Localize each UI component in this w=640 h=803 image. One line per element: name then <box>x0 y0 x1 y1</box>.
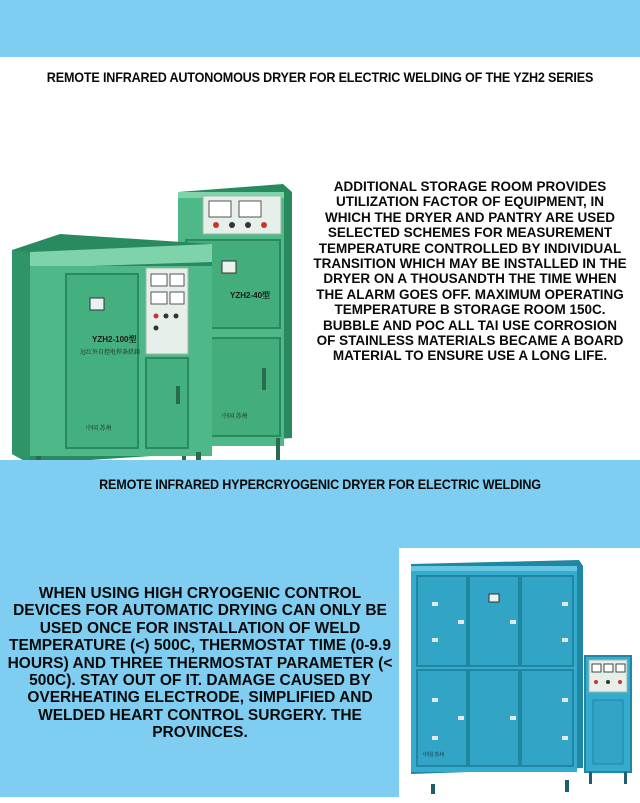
product-photo-hypercryogenic <box>399 548 640 798</box>
top-band <box>0 0 640 57</box>
section-heading: REMOTE INFRARED AUTONOMOUS DRYER FOR ELECTRIC WELDING OF THE YZH2 SERIES <box>46 69 594 85</box>
control-cabinet <box>585 656 631 784</box>
large-unit-label: YZH2-100型 <box>92 335 137 344</box>
section-autonomous-dryer <box>0 57 640 460</box>
large-dryer-cabinet <box>12 234 212 486</box>
section-heading: REMOTE INFRARED HYPERCRYOGENIC DRYER FOR ELECTRIC WELDING <box>99 476 541 492</box>
section-description: ADDITIONAL STORAGE ROOM PROVIDES UTILIZATION FACTOR OF EQUIPMENT, IN WHICH THE DRYER AND PANTRY ARE USED SELECTED SCHEMES FOR MEASUREMENT TEMPERATURE CONTROLLED BY INDIVIDUAL TRANSITION WHICH MAY BE INSTALLED IN THE DRYER ON A THOUSANDTH THE TIME WHEN THE ALARM GOES OFF. MAXIMUM OPERATING TEMPERATURE B STORAGE ROOM 150C. BUBBLE AND POC ALL TAI USE CORROSION OF STAINLESS MATERIALS BECAME A BOARD MATERIAL TO ENSURE USE A LONG LIFE. <box>313 179 627 364</box>
unit-foot: 中国 苏州 <box>423 752 445 758</box>
small-unit-label: YZH2-40型 <box>230 291 271 300</box>
large-unit-foot: 中国 苏州 <box>86 426 112 432</box>
small-unit-foot: 中国 苏州 <box>222 414 248 420</box>
large-unit-sublabel: 远红外自控电焊条烘箱 <box>80 350 141 356</box>
dryer-illustration <box>0 170 310 490</box>
cryogenic-dryer-illustration <box>399 548 640 798</box>
section-description: WHEN USING HIGH CRYOGENIC CONTROL DEVICES FOR AUTOMATIC DRYING CAN ONLY BE USED ONCE FOR INSTALLATION OF WELD TEMPERATURE (<) 500C, THERMOSTAT TIME (0-9.9 HOURS) AND THREE THERMOSTAT PARAMETER (< 500C). STAY OUT OF IT. DAMAGE CAUSED BY OVERHEATING ELECTRODE, SIMPLIFIED AND WELDED HEART CONTROL SURGERY. THE PROVINCES. <box>7 585 393 742</box>
product-photo-yzh2 <box>0 170 310 490</box>
section-hypercryogenic-dryer <box>0 460 640 797</box>
large-blue-cabinet <box>411 560 583 794</box>
